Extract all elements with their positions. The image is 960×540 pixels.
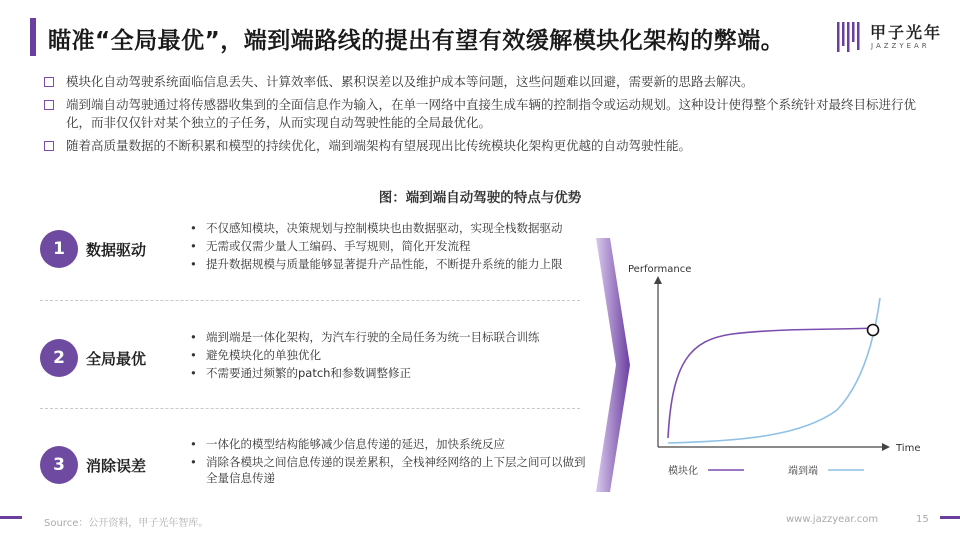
- square-bullet-icon: [44, 77, 54, 87]
- intro-bullets: [44, 73, 924, 160]
- feature-item: • 不需要通过频繁的patch和参数调整修正: [188, 365, 588, 381]
- footer-website: www.jazzyear.com: [786, 514, 879, 525]
- title-accent-bar: [30, 18, 36, 56]
- section-divider: [40, 300, 580, 301]
- logo-mark-icon: [836, 20, 862, 54]
- intro-bullet: 随着高质量数据的不断积累和模型的持续优化，端到端架构有望展现出比传统模块化架构更优越的自动驾驶性能。: [44, 137, 924, 155]
- y-axis-arrow-icon: [654, 276, 662, 284]
- x-axis-arrow-icon: [882, 443, 890, 451]
- feature-items: [188, 220, 588, 274]
- footer-accent-right: [940, 516, 960, 519]
- square-bullet-icon: [44, 100, 54, 110]
- feature-item: • 无需或仅需少量人工编码、手写规则，简化开发流程: [188, 238, 588, 254]
- modular-curve: [668, 328, 874, 438]
- logo-text-cn: 甲子光年: [870, 23, 943, 42]
- footer-accent-left: [0, 516, 22, 519]
- intro-bullet: 模块化自动驾驶系统面临信息丢失、计算效率低、累积误差以及维护成本等问题，这些问题难以回避，需要新的思路去解决。: [44, 73, 924, 91]
- legend-e2e-label: 端到端: [788, 466, 818, 477]
- section-divider: [40, 408, 580, 409]
- y-axis-label: Performance: [628, 264, 692, 275]
- feature-number-badge: 1: [40, 230, 78, 268]
- feature-label: 消除误差: [86, 457, 147, 475]
- feature-item: • 端到端是一体化架构，为汽车行驶的全局任务为统一目标联合训练: [188, 329, 588, 345]
- square-bullet-icon: [44, 141, 54, 151]
- feature-item: • 避免模块化的单独优化: [188, 347, 588, 363]
- logo-text-en: JAZZYEAR: [871, 42, 930, 50]
- crossover-point: [868, 325, 879, 336]
- feature-item: • 不仅感知模块，决策规划与控制模块也由数据驱动，实现全栈数据驱动: [188, 220, 588, 236]
- footer-source: Source：公开资料，甲子光年智库。: [44, 518, 209, 529]
- legend-modular-label: 模块化: [668, 466, 698, 477]
- feature-item: • 一体化的模型结构能够减少信息传递的延迟，加快系统反应: [188, 436, 588, 452]
- intro-bullet: 端到端自动驾驶通过将传感器收集到的全面信息作为输入，在单一网络中直接生成车辆的控制指令或运动规划。这种设计使得整个系统针对最终目标进行优化，而非仅仅针对某个独立的子任务，从而实现自动驾驶性能的全局最优化。: [44, 96, 924, 132]
- feature-item: • 消除各模块之间信息传递的误差累积，全栈神经网络的上下层之间可以做到全量信息传递: [188, 454, 588, 486]
- feature-item: • 提升数据规模与质量能够显著提升产品性能，不断提升系统的能力上限: [188, 256, 588, 272]
- figure-title: 图：端到端自动驾驶的特点与优势: [378, 190, 582, 206]
- feature-items: [188, 329, 588, 383]
- jazzyear-logo: [836, 18, 946, 58]
- feature-label: 数据驱动: [86, 241, 147, 259]
- page-number: 15: [916, 514, 929, 525]
- performance-chart: [612, 242, 932, 482]
- feature-number-badge: 2: [40, 339, 78, 377]
- e2e-curve: [668, 298, 880, 443]
- page-title: 瞄准“全局最优”，端到端路线的提出有望有效缓解模块化架构的弊端。: [48, 28, 785, 54]
- feature-label: 全局最优: [86, 350, 147, 368]
- feature-number-badge: 3: [40, 446, 78, 484]
- feature-items: [188, 436, 588, 488]
- x-axis-label: Time: [896, 443, 921, 454]
